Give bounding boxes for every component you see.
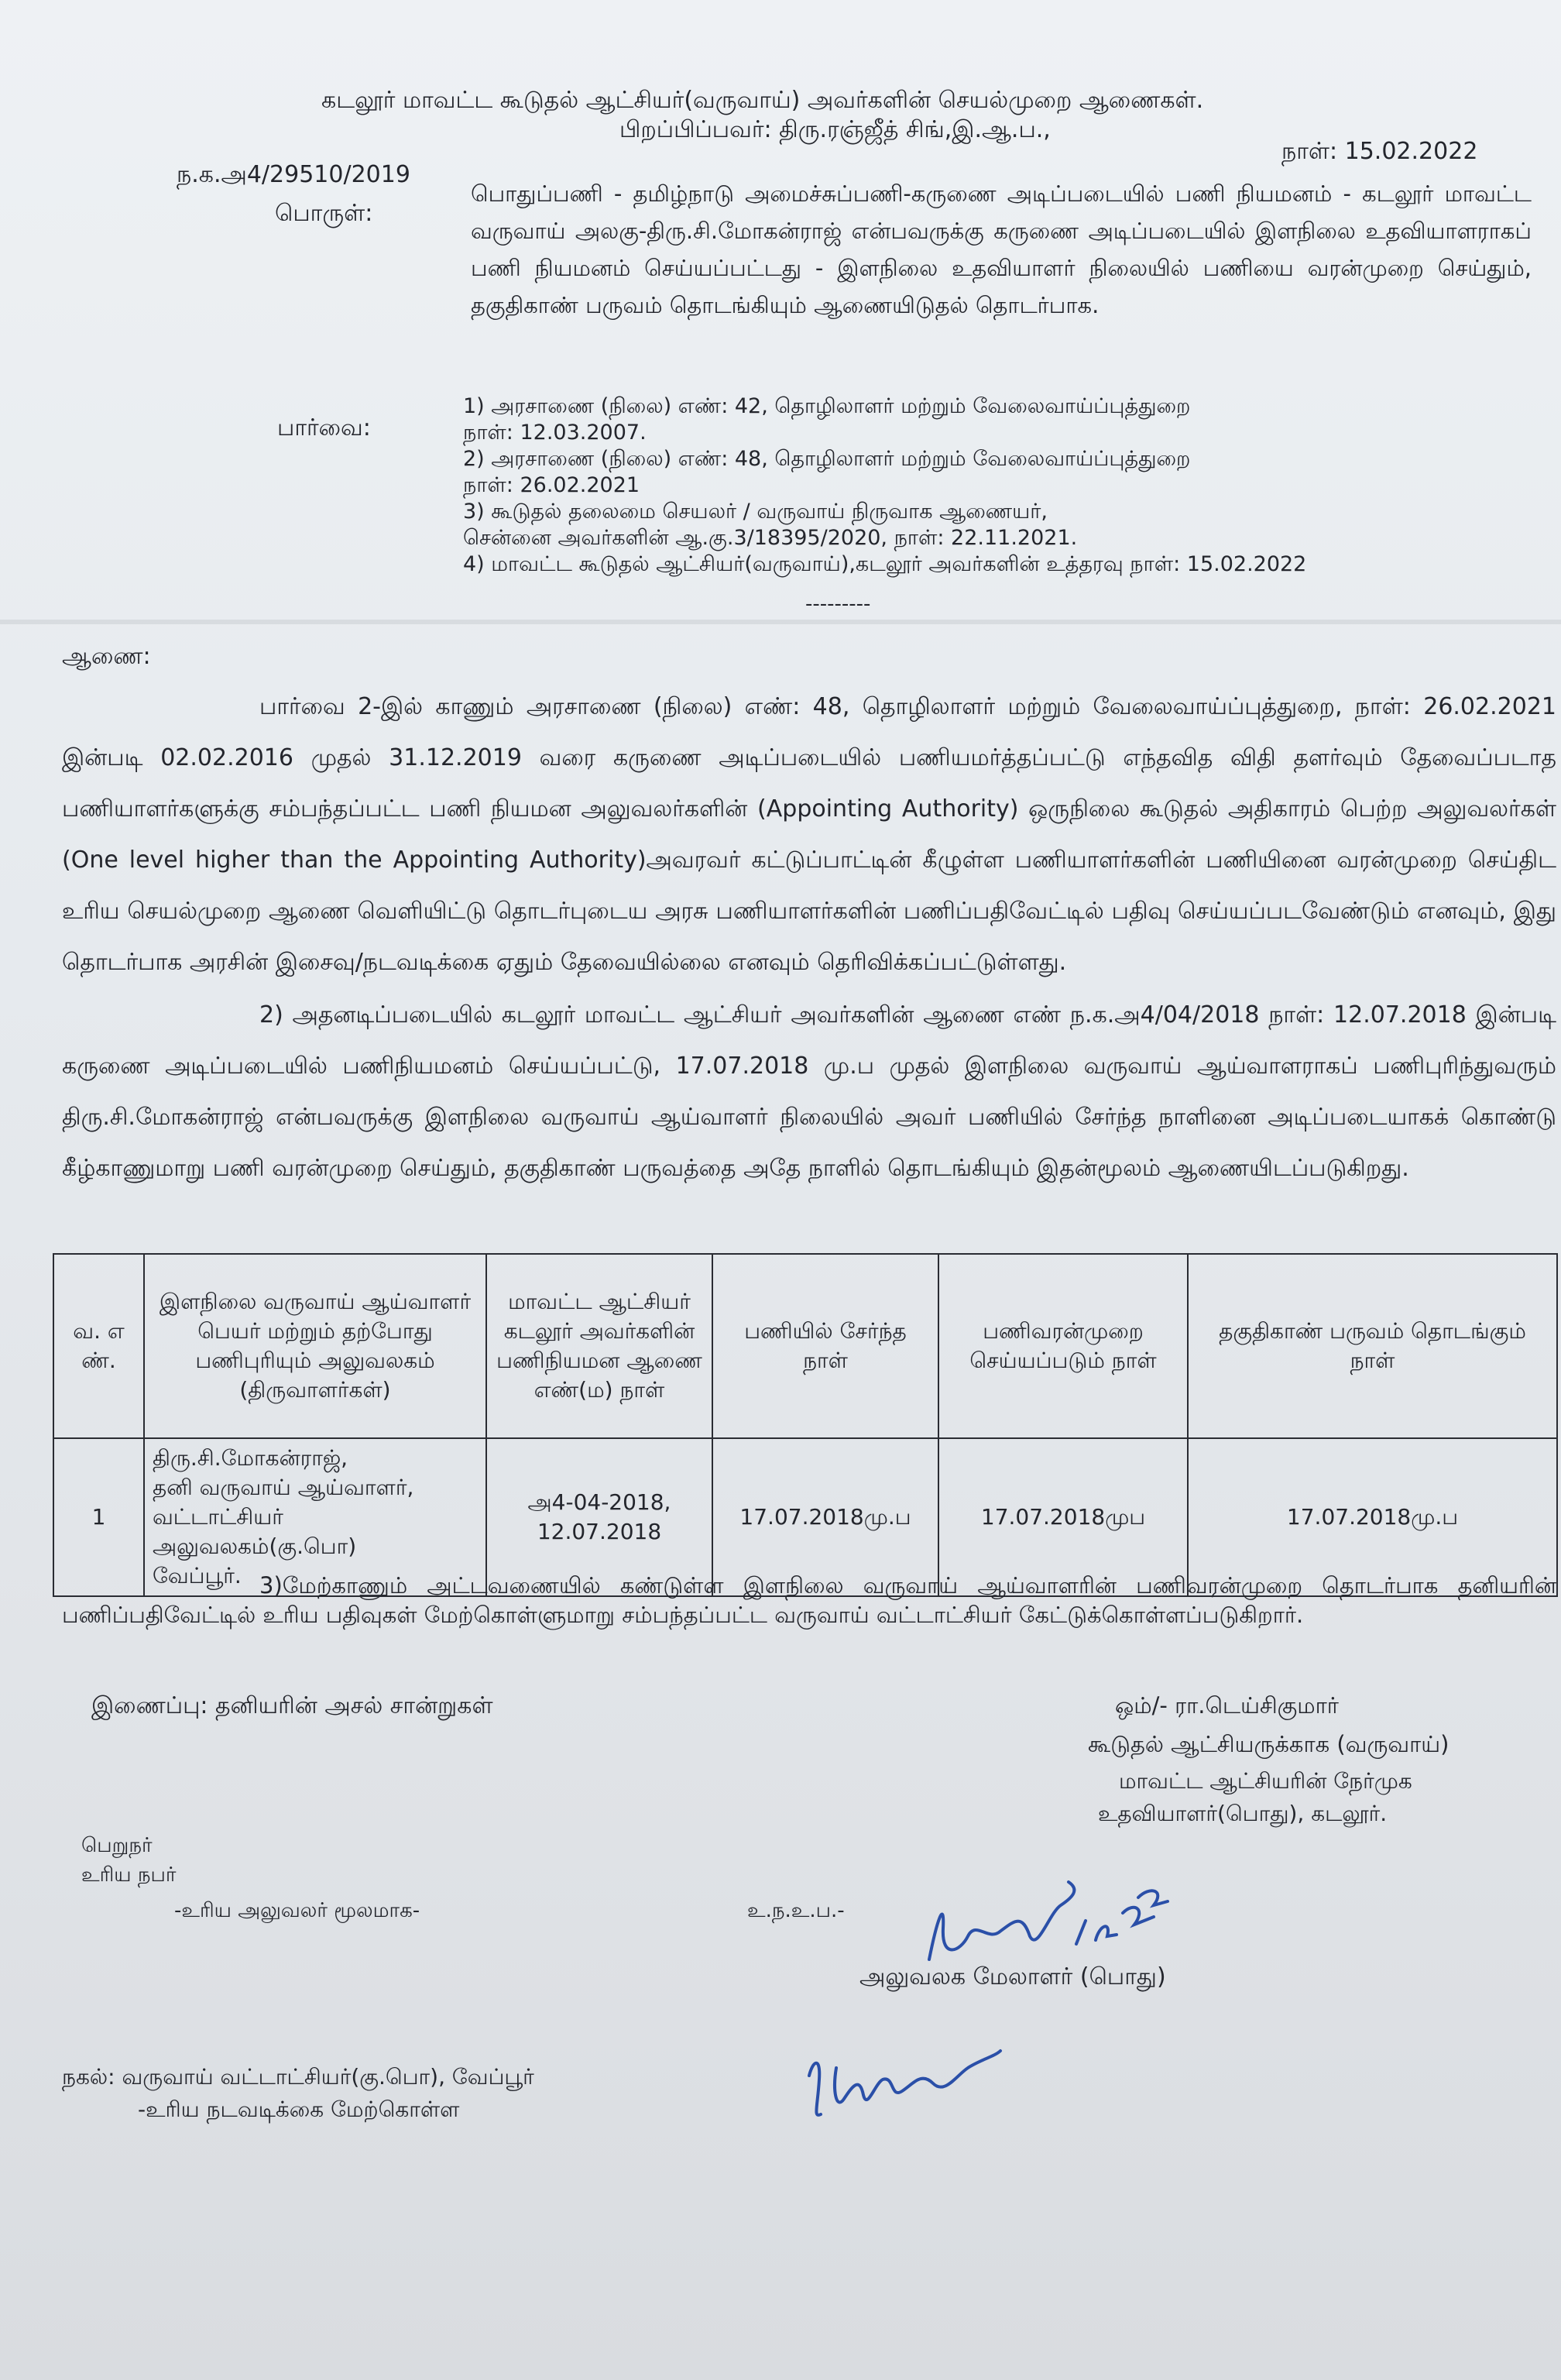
office-superintendent: அலுவலக மேலாளர் (பொது) xyxy=(859,1963,1166,1990)
officer-name-line: தனி வருவாய் ஆய்வாளர், xyxy=(153,1475,414,1500)
signatory-designation: உதவியாளர்(பொது), கடலூர். xyxy=(1098,1801,1388,1826)
probation-date-cell: 17.07.2018மு.ப xyxy=(1188,1438,1557,1596)
order-paragraph-1: பார்வை 2-இல் காணும் அரசாணை (நிலை) எண்: 48, தொழிலாளர் மற்றும் வேலைவாய்ப்புத்துறை, நாள்: 26.02.2021 இன்படி 02.02.2016 முதல் 31.12.2019 வரை கருணை அடிப்படையில் பணியமர்த்தப்பட்டு எந்தவித விதி தளர்வும் தேவைப்படாத பணியாளர்களுக்கு சம்பந்தப்பட்ட பணி நியமன அலுவலர்களின் (Appointing Authority) ஒருநிலை கூடுதல் அதிகாரம் பெற்ற அலுவலர்கள் (One level higher than the Appointing Authority)அவரவர் கட்டுப்பாட்டின் கீழுள்ள பணியாளர்களின் பணியினை வரன்முறை செய்திட உரிய செயல்முறை ஆணை வெளியிட்டு தொடர்புடைய அரசு பணியாளர்களின் பணிப்பதிவேட்டில் பதிவு செய்யப்படவேண்டும் எனவும், இது தொடர்பாக அரசின் இசைவு/நடவடிக்கை ஏதும் தேவையில்லை எனவும் தெரிவிக்கப்பட்டுள்ளது. xyxy=(62,693,1556,976)
serial-number-cell: 1 xyxy=(53,1438,144,1596)
reference-line: சென்னை அவர்களின் ஆ.கு.3/18395/2020, நாள்: 22.11.2021. xyxy=(463,526,1078,550)
order-date: நாள்: 15.02.2022 xyxy=(1281,138,1478,165)
table-header-cell: வ. எ ண். xyxy=(53,1254,144,1438)
officer-name-line: வட்டாட்சியர் அலுவலகம்(கு.பொ) xyxy=(153,1504,357,1559)
references-label: பார்வை: xyxy=(277,414,371,441)
table-header-cell: பணியில் சேர்ந்த நாள் xyxy=(712,1254,938,1438)
reference-line: 4) மாவட்ட கூடுதல் ஆட்சியர்(வருவாய்),கடலூர் அவர்களின் உத்தரவு நாள்: 15.02.2022 xyxy=(463,552,1307,576)
reference-line: 1) அரசாணை (நிலை) எண்: 42, தொழிலாளர் மற்றும் வேலைவாய்ப்புத்துறை xyxy=(463,394,1191,418)
joining-date-cell: 17.07.2018மு.ப xyxy=(712,1438,938,1596)
enclosure-line: இணைப்பு: தனியரின் அசல் சான்றுகள் xyxy=(91,1692,493,1719)
paper-fold xyxy=(0,620,1561,624)
recipient-label: பெறுநர் xyxy=(81,1834,153,1857)
reference-number: ந.க.அ4/29510/2019 xyxy=(177,161,410,188)
table-header-cell: இளநிலை வருவாய் ஆய்வாளர் பெயர் மற்றும் தற்போது பணிபுரியும் அலுவலகம் (திருவாளர்கள்) xyxy=(144,1254,486,1438)
order-paragraph-2: 2) அதனடிப்படையில் கடலூர் மாவட்ட ஆட்சியர் அவர்களின் ஆணை எண் ந.க.அ4/04/2018 நாள்: 12.07.2018 இன்படி கருணை அடிப்படையில் பணிநியமனம் செய்யப்பட்டு, 17.07.2018 மு.ப முதல் இளநிலை வருவாய் ஆய்வாளராகப் பணிபுரிந்துவரும் திரு.சி.மோகன்ராஜ் என்பவருக்கு இளநிலை வருவாய் ஆய்வாளர் நிலையில் அவர் பணியில் சேர்ந்த நாளினை அடிப்படையாகக் கொண்டு கீழ்காணுமாறு பணி வரன்முறை செய்தும், தகுதிகாண் பருவத்தை அதே நாளில் தொடங்கியும் இதன்மூலம் ஆணையிடப்படுகிறது. xyxy=(62,1001,1556,1182)
subject-text: பொதுப்பணி - தமிழ்நாடு அமைச்சுப்பணி-கருணை அடிப்படையில் பணி நியமனம் - கடலூர் மாவட்ட வருவாய் அலகு-திரு.சி.மோகன்ராஜ் என்பவருக்கு கருணை அடிப்படையில் இளநிலை உதவியாளராகப் பணி நியமனம் செய்யப்பட்டது - இளநிலை உதவியாளர் நிலையில் பணியை வரன்முறை செய்தும், தகுதிகாண் பருவம் தொடங்கியும் ஆணையிடுதல் தொடர்பாக. xyxy=(471,180,1532,318)
reference-line: நாள்: 12.03.2007. xyxy=(463,421,647,445)
document-title: கடலூர் மாவட்ட கூடுதல் ஆட்சியர்(வருவாய்) அவர்களின் செயல்முறை ஆணைகள். xyxy=(321,87,1204,114)
true-copy-mark: உ.ந.உ.ப.- xyxy=(747,1899,845,1922)
reference-line: 3) கூடுதல் தலைமை செயலர் / வருவாய் நிருவாக ஆணையர், xyxy=(463,500,1048,524)
signed-by: ஒம்/- ரா.டெய்சிகுமார் xyxy=(1115,1692,1339,1719)
recipient-line: -உரிய அலுவலர் மூலமாக- xyxy=(174,1899,420,1922)
recipient-line: உரிய நபர் xyxy=(81,1863,177,1887)
references-divider: --------- xyxy=(805,592,871,616)
appointment-order-line: 12.07.2018 xyxy=(537,1519,662,1544)
table-header-cell: பணிவரன்முறை செய்யப்படும் நாள் xyxy=(938,1254,1188,1438)
officer-name-line: வேப்பூர். xyxy=(153,1563,242,1588)
references-list xyxy=(463,393,1547,578)
regularisation-table xyxy=(53,1253,1558,1597)
order-label: ஆணை: xyxy=(62,643,151,670)
issuer-line: பிறப்பிப்பவர்: திரு.ரஞ்ஜீத் சிங்,இ.ஆ.ப., xyxy=(619,116,1051,143)
signatory-designation: மாவட்ட ஆட்சியரின் நேர்முக xyxy=(1119,1768,1412,1794)
subject-label: பொருள்: xyxy=(275,200,373,227)
reference-line: 2) அரசாணை (நிலை) எண்: 48, தொழிலாளர் மற்றும் வேலைவாய்ப்புத்துறை xyxy=(463,447,1191,471)
regularisation-date-cell: 17.07.2018முப xyxy=(938,1438,1188,1596)
signatory-for: கூடுதல் ஆட்சியருக்காக (வருவாய்) xyxy=(1088,1731,1450,1757)
order-paragraph-3: 3)மேற்காணும் அட்டவணையில் கண்டுள்ள இளநிலை வருவாய் ஆய்வாளரின் பணிவரன்முறை தொடர்பாக தனியரின் பணிப்பதிவேட்டில் உரிய பதிவுகள் மேற்கொள்ளுமாறு சம்பந்தப்பட்ட வருவாய் வட்டாட்சியர் கேட்டுக்கொள்ளப்படுகிறார். xyxy=(62,1572,1556,1628)
table-header-cell: மாவட்ட ஆட்சியர் கடலூர் அவர்களின் பணிநியமன ஆணை எண்(ம) நாள் xyxy=(486,1254,712,1438)
officer-name-line: திரு.சி.மோகன்ராஜ், xyxy=(153,1445,348,1471)
handwritten-signature xyxy=(798,2045,1007,2130)
reference-line: நாள்: 26.02.2021 xyxy=(463,473,640,497)
appointment-order-line: அ4-04-2018, xyxy=(527,1489,671,1515)
copy-to-line: -உரிய நடவடிக்கை மேற்கொள்ள xyxy=(138,2097,460,2122)
table-header-cell: தகுதிகாண் பருவம் தொடங்கும் நாள் xyxy=(1188,1254,1557,1438)
table-header-row xyxy=(53,1254,1557,1438)
copy-to-line: நகல்: வருவாய் வட்டாட்சியர்(கு.பொ), வேப்பூர் xyxy=(62,2064,534,2090)
